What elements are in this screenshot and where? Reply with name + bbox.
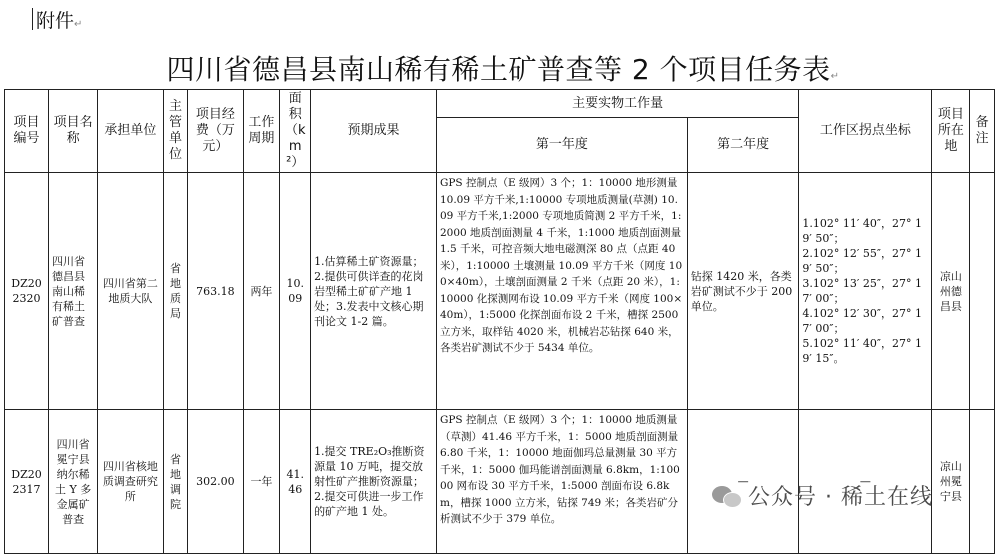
header-remarks: 备注 <box>970 90 995 173</box>
watermark <box>712 480 933 511</box>
coordinate-line: 1.102° 11′ 40″，27° 19′ 50″； <box>802 217 922 245</box>
cell-project-name: 四川省冕宁县纳尔稀土 Y 多金属矿普查 <box>49 410 98 554</box>
cell-area: 10.09 <box>280 173 311 410</box>
watermark-text: 公众号 · 稀土在线 <box>748 485 933 510</box>
cell-expected-results: 1.提交 TRE₂O₃推断资源量 10 万吨，提交放射性矿产推断资源量；2.提交可供进一步工作的矿产地 1 处。 <box>311 410 437 554</box>
header-project-no: 项目编号 <box>5 90 49 173</box>
cell-supervisor: 省地调院 <box>163 410 188 554</box>
cell-year1: GPS 控制点（E 级网）3 个；1：10000 地形测量 10.09 平方千米,1:10000 专项地质测量(草测) 10.09 平方千米,1:2000 专项地质简测 2 平方千米，1:2000 地质剖面测量 4 千米，1:1000 地质剖面测量 1.5 千米，可控音频大地电磁测深 80 点（点距 40 米），1:10000 土壤测量 10.09 平方千米（网度 100×40m），土壤剖面测量 2 千米（点距 20 米），1:10000 化探测网布设 10.09 平方千米（网度 100×40m），1:5000 化探剖面布设 2 千米，槽探 2500 立方米，取样钻 4020 米，机械岩芯钻探 640 米，各类岩矿测试不少于 5434 单位。 <box>436 173 687 410</box>
header-main-workload: 主要实物工作量 <box>436 90 798 118</box>
text-cursor <box>32 8 33 30</box>
table-row <box>5 173 995 410</box>
cell-project-name: 四川省德昌县南山稀有稀土矿普查 <box>49 173 98 410</box>
header-row <box>5 90 995 118</box>
attachment-label: 附件↵ <box>36 6 82 33</box>
coordinate-line: 5.102° 11′ 40″，27° 19′ 15″。 <box>802 337 922 365</box>
header-coordinates: 工作区拐点坐标 <box>799 90 932 173</box>
header-year1: 第一年度 <box>436 118 687 173</box>
cell-project-no: DZ202317 <box>5 410 49 554</box>
coordinate-line: 4.102° 12′ 30″，27° 17′ 00″； <box>802 307 922 335</box>
cell-undertaker: 四川省第二地质大队 <box>98 173 164 410</box>
cell-year2: — <box>687 410 799 554</box>
cell-area: 41.46 <box>280 410 311 554</box>
header-period: 工作周期 <box>243 90 280 173</box>
cell-funding: 763.18 <box>188 173 243 410</box>
header-funding: 项目经费（万元） <box>188 90 243 173</box>
cell-coordinates <box>799 173 932 410</box>
cell-undertaker: 四川省核地质调查研究所 <box>98 410 164 554</box>
cell-year1: GPS 控制点（E 级网）3 个；1：10000 地质测量（草测）41.46 平方千米，1：5000 地质剖面测量 6.80 千米，1：10000 地面伽玛总量测量 30 平方千米，1：5000 伽玛能谱剖面测量 6.8km，1:10000 网布设 30 平方千米，1:5000 剖面布设 6.8km，槽探 1000 立方米，钻探 749 米；各类岩矿分析测试不少于 379 单位。 <box>436 410 687 554</box>
coordinate-line: 3.102° 13′ 25″，27° 17′ 00″； <box>802 277 922 305</box>
page-title: 四川省德昌县南山稀有稀土矿普查等 2 个项目任务表↵ <box>166 53 840 86</box>
header-undertaker: 承担单位 <box>98 90 164 173</box>
header-project-name: 项目名称 <box>49 90 98 173</box>
cell-year2: 钻探 1420 米，各类岩矿测试不少于 200 单位。 <box>687 173 799 410</box>
cell-project-no: DZ202320 <box>5 173 49 410</box>
header-year2: 第二年度 <box>687 118 799 173</box>
coordinate-line: 2.102° 12′ 55″，27° 19′ 50″； <box>802 247 922 275</box>
cell-expected-results: 1.估算稀土矿资源量；2.提供可供详查的花岗岩型稀土矿矿产地 1 处；3.发表中文核心期刊论文 1-2 篇。 <box>311 173 437 410</box>
cell-location: 凉山州德昌县 <box>932 173 970 410</box>
header-expected-results: 预期成果 <box>311 90 437 173</box>
cell-remarks <box>970 410 995 554</box>
header-location: 项目所在地 <box>932 90 970 173</box>
cell-coordinates: — <box>799 410 932 554</box>
cell-period: 一年 <box>243 410 280 554</box>
cell-funding: 302.00 <box>188 410 243 554</box>
cell-remarks <box>970 173 995 410</box>
cell-period: 两年 <box>243 173 280 410</box>
wechat-logo-icon <box>712 484 742 508</box>
header-area: 面积（km²） <box>280 90 311 173</box>
header-supervisor: 主管单位 <box>163 90 188 173</box>
cell-location: 凉山州冕宁县 <box>932 410 970 554</box>
cell-supervisor: 省地质局 <box>163 173 188 410</box>
